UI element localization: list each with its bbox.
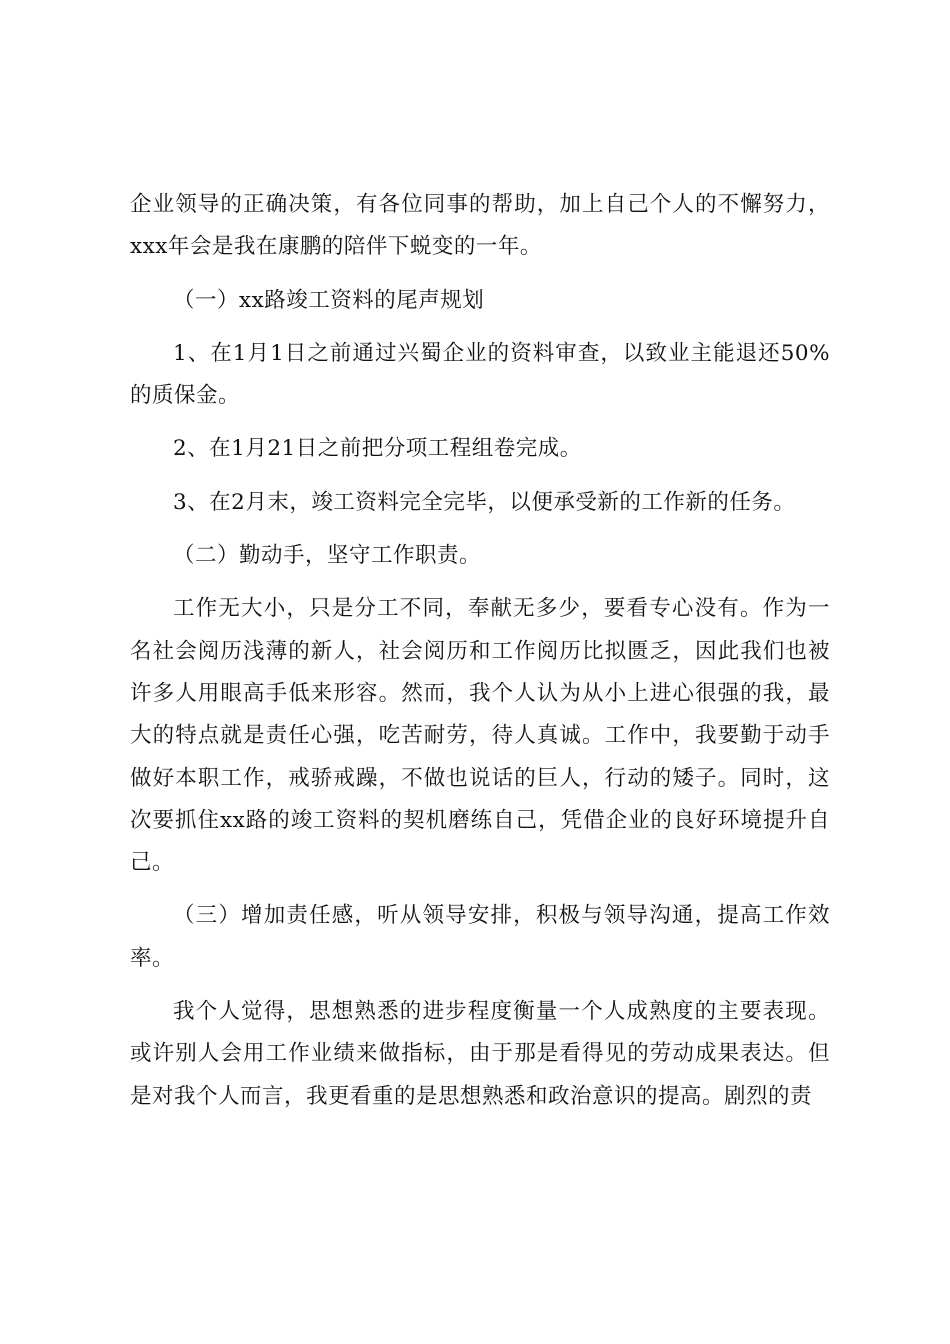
list-item-3: 3、在2月末，竣工资料完全完毕，以便承受新的工作新的任务。: [173, 489, 796, 515]
document-body: [130, 184, 830, 1129]
section-heading-3: （三）增加责任感，听从领导安排，积极与领导沟通，提高工作效率。: [130, 903, 830, 971]
paragraph-section-2-body: 工作无大小，只是分工不同，奉献无多少，要看专心没有。作为一名社会阅历浅薄的新人，社会阅历和工作阅历比拟匮乏，因此我们也被许多人用眼高手低来形容。然而，我个人认为从小上进心很强的我，最大的特点就是责任心强，吃苦耐劳，待人真诚。工作中，我要勤于动手做好本职工作，戒骄戒躁，不做也说话的巨人，行动的矮子。同时，这次要抓住xx路的竣工资料的契机磨练自己，凭借企业的良好环境提升自己。: [130, 596, 830, 876]
paragraph-intro-continuation: 企业领导的正确决策，有各位同事的帮助，加上自己个人的不懈努力，xxx年会是我在康鹏的陪伴下蜕变的一年。: [130, 192, 830, 260]
section-heading-1: （一）xx路竣工资料的尾声规划: [173, 287, 485, 313]
list-item-2: 2、在1月21日之前把分项工程组卷完成。: [173, 436, 582, 462]
paragraph-section-3-body: 我个人觉得，思想熟悉的进步程度衡量一个人成熟度的主要表现。或许别人会用工作业绩来做指标，由于那是看得见的劳动成果表达。但是对我个人而言，我更看重的是思想熟悉和政治意识的提高。剧烈的责: [130, 999, 830, 1109]
list-item-1: 1、在1月1日之前通过兴蜀企业的资料审查，以致业主能退还50%的质保金。: [130, 340, 830, 409]
section-heading-2: （二）勤动手，坚守工作职责。: [173, 543, 482, 569]
